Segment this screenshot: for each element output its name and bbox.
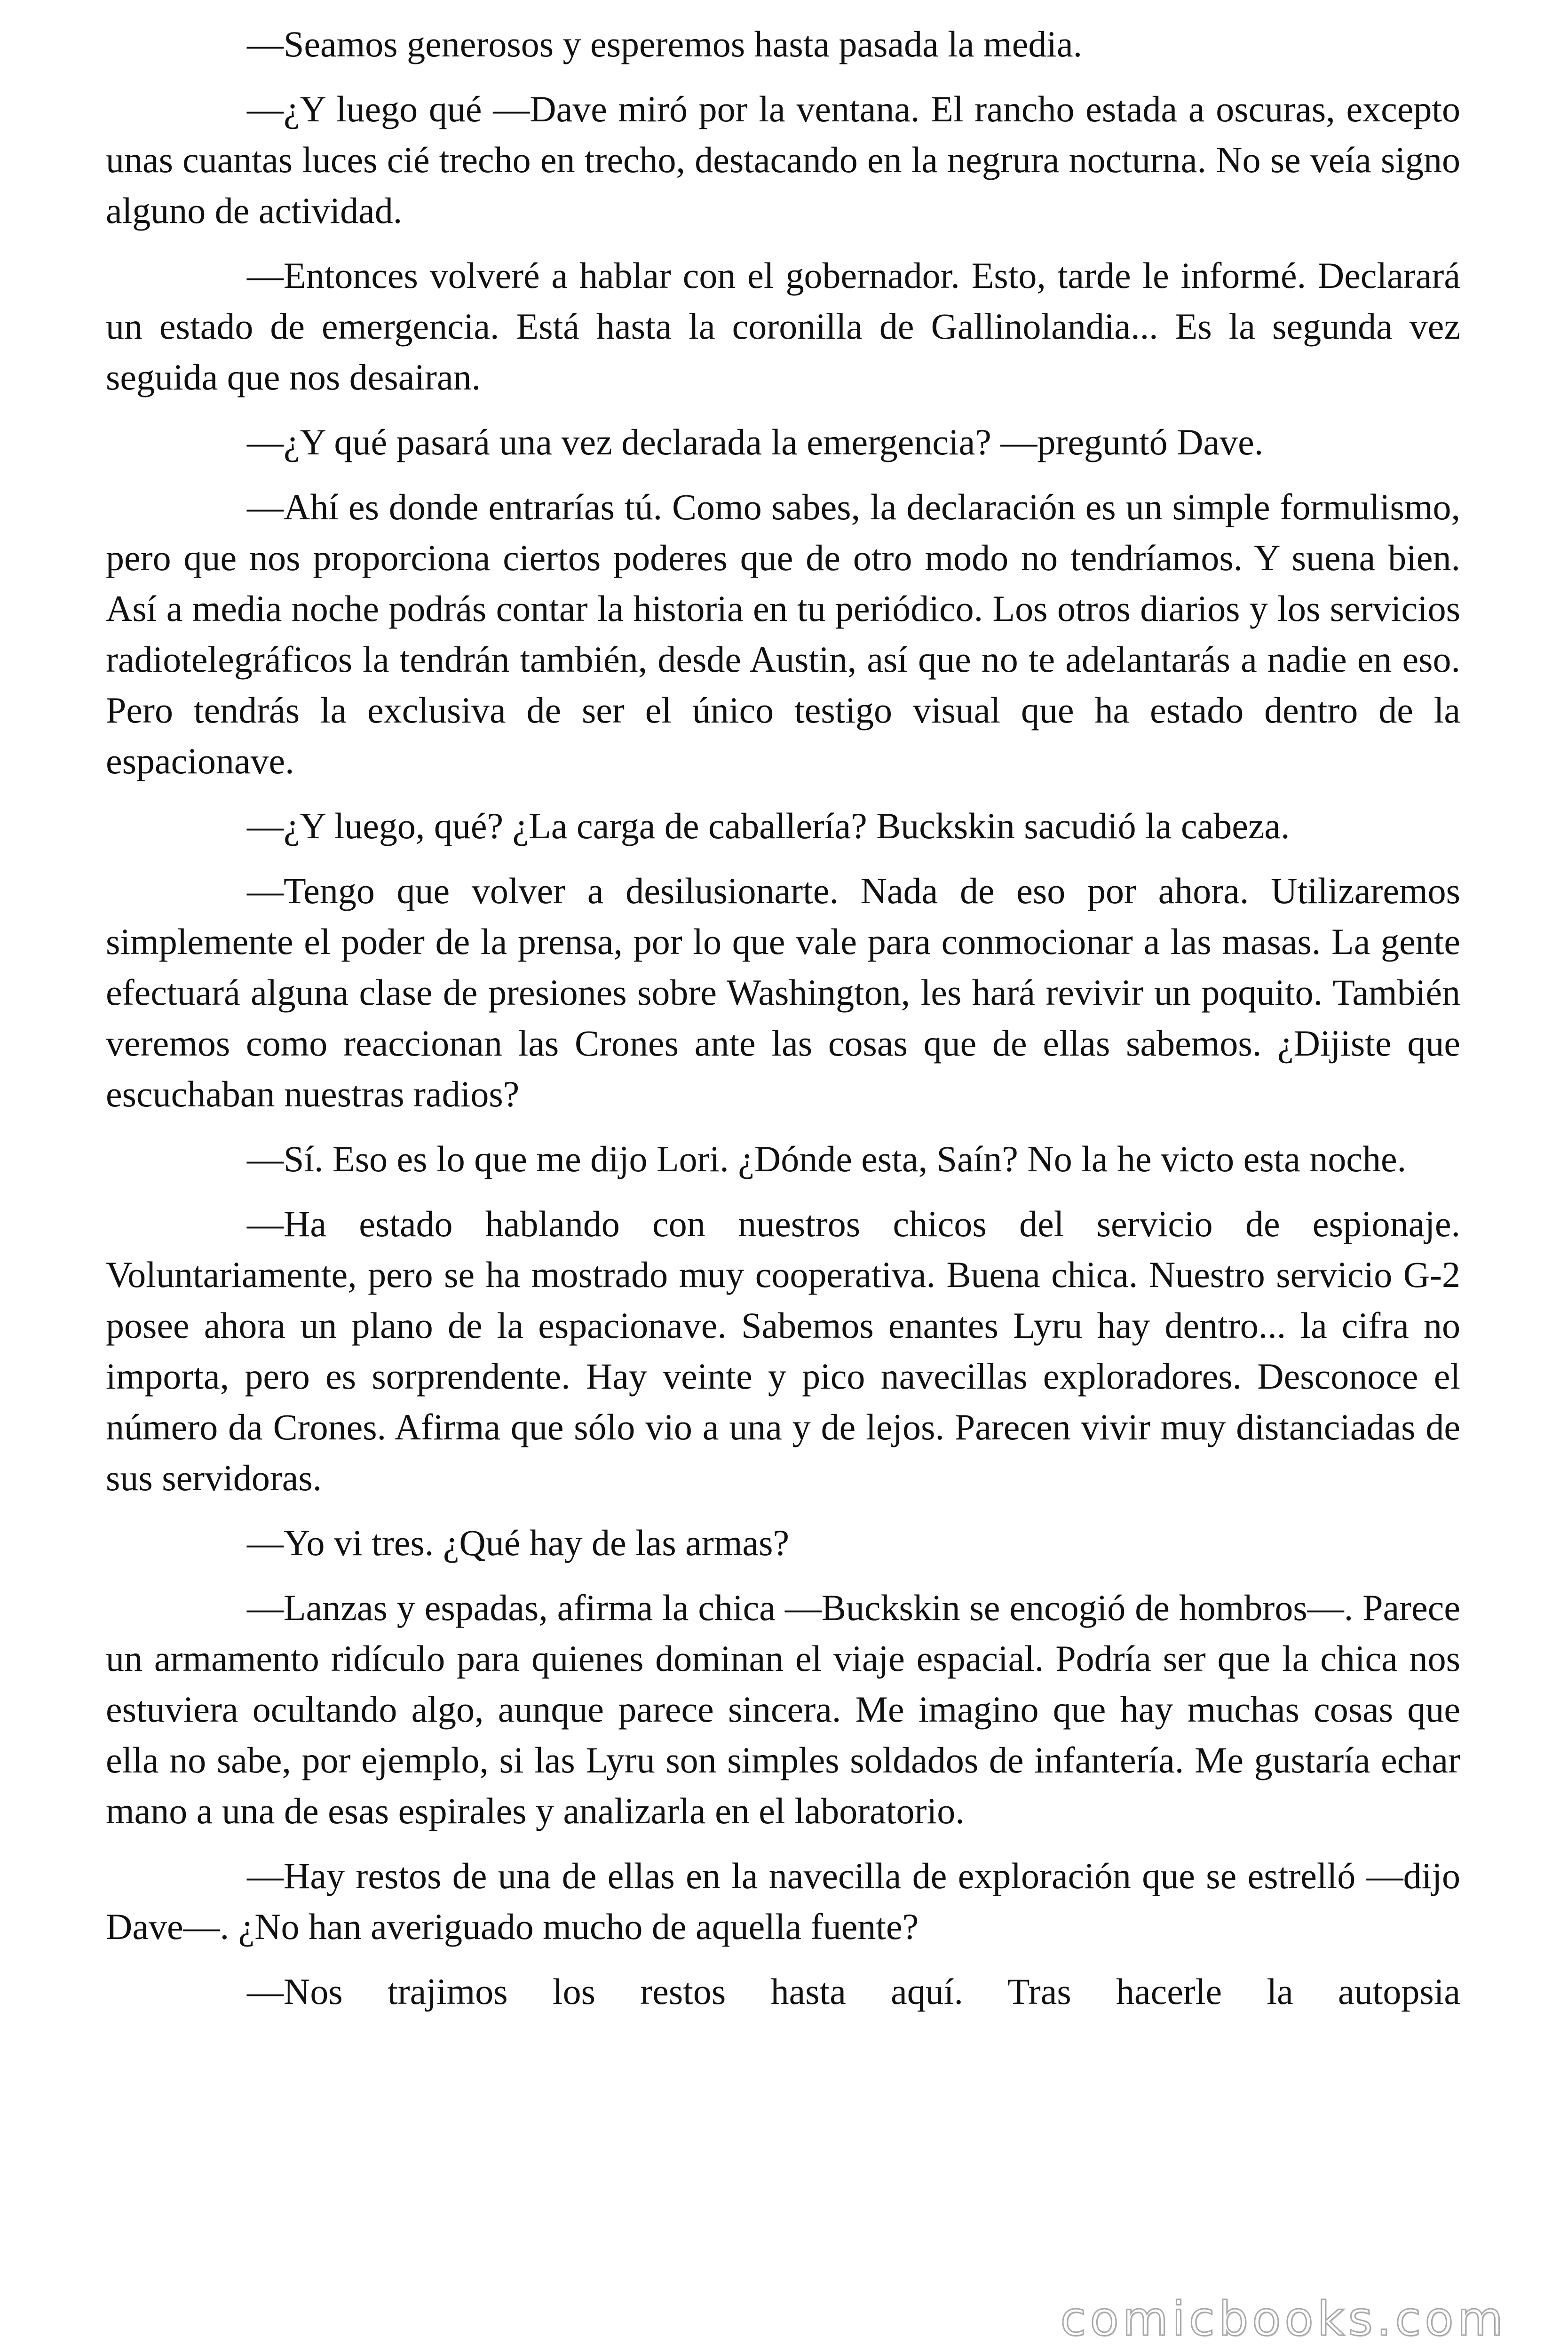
paragraph-3: —Entonces volveré a hablar con el gobernador. Esto, tarde le informé. Declarará un estado de emergencia. Está hasta la coronilla de Gallinolandia... Es la segunda vez seguida que nos desairan.: [106, 255, 1460, 397]
paragraph-5: —Ahí es donde entrarías tú. Como sabes, la declaración es un simple formulismo, pero que nos proporciona ciertos poderes que de otro modo no tendríamos. Y suena bien. Así a media noche podrás contar la historia en tu periódico. Los otros diarios y los servicios radiotelegráficos la tendrán también, desde Austin, así que no te adelantarás a nadie en eso. Pero tendrás la exclusiva de ser el único testigo visual que ha estado dentro de la espacionave.: [106, 486, 1460, 781]
paragraph-11: —Lanzas y espadas, afirma la chica —Buckskin se encogió de hombros—. Parece un armamento ridículo para quienes dominan el viaje espacial. Podría ser que la chica nos estuviera ocultando algo, aunque parece sincera. Me imagino que hay muchas cosas que ella no sabe, por ejemplo, si las Lyru son simples soldados de infantería. Me gustaría echar mano a una de esas espirales y analizarla en el laboratorio.: [106, 1587, 1460, 1831]
paragraph-1: —Seamos generosos y esperemos hasta pasada la media.: [247, 24, 1083, 64]
paragraph-12: —Hay restos de una de ellas en la navecilla de exploración que se estrelló —dijo Dave—. ¿No han averiguado mucho de aquella fuente?: [106, 1855, 1460, 1947]
paragraph-9: —Ha estado hablando con nuestros chicos del servicio de espionaje. Voluntariamente, pero se ha mostrado muy cooperativa. Buena chica. Nuestro servicio G-2 posee ahora un plano de la espacionave. Sabemos enantes Lyru hay dentro... la cifra no importa, pero es sorprendente. Hay veinte y pico navecillas exploradores. Desconoce el número da Crones. Afirma que sólo vio a una y de lejos. Parecen vivir muy distanciadas de sus servidoras.: [106, 1203, 1460, 1498]
watermark: comicbooks.com: [1060, 2291, 1507, 2346]
paragraph-10: —Yo vi tres. ¿Qué hay de las armas?: [247, 1522, 790, 1563]
paragraph-4: —¿Y qué pasará una vez declarada la emergencia? —preguntó Dave.: [247, 421, 1264, 462]
paragraph-13: —Nos trajimos los restos hasta aquí. Tras hacerle la autopsia: [247, 1971, 1460, 2012]
paragraph-6: —¿Y luego, qué? ¿La carga de caballería? Buckskin sacudió la cabeza.: [247, 805, 1290, 846]
document-page: [106, 19, 1460, 2031]
paragraph-7: —Tengo que volver a desilusionarte. Nada de eso por ahora. Utilizaremos simplemente el poder de la prensa, por lo que vale para conmocionar a las masas. La gente efectuará alguna clase de presiones sobre Washington, les hará revivir un poquito. También veremos como reaccionan las Crones ante las cosas que de ellas sabemos. ¿Dijiste que escuchaban nuestras radios?: [106, 870, 1460, 1114]
paragraph-8: —Sí. Eso es lo que me dijo Lori. ¿Dónde esta, Saín? No la he victo esta noche.: [247, 1138, 1407, 1179]
paragraph-2: —¿Y luego qué —Dave miró por la ventana. El rancho estada a oscuras, excepto unas cuantas luces cié trecho en trecho, destacando en la negrura nocturna. No se veía signo alguno de actividad.: [106, 88, 1460, 231]
